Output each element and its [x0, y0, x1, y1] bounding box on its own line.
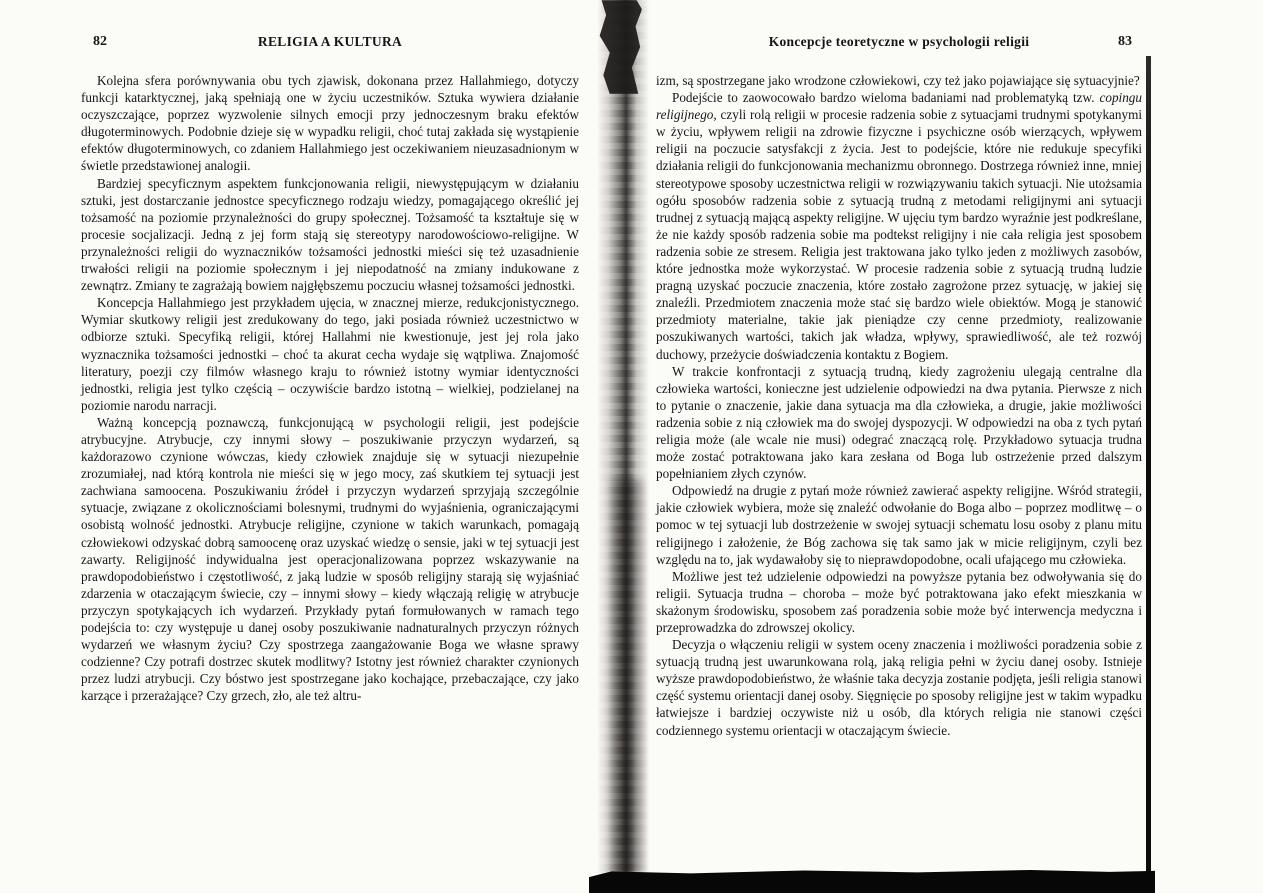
right-page-number: 83 [1118, 34, 1132, 49]
paragraph: Kolejna sfera porównywania obu tych zjawisk, dokonana przez Hallahmiego, dotyczy funkcji katarktycznej, jaką spełniają one w życiu uczestników. Sztuka wywiera działanie oczyszczające, poprzez wyzwolenie silnych emocji przy jednoczesnym braku efektów długoterminowych. Podobnie dzieje się w wypadku religii, choć tutaj zakłada się wystąpienie efektów długoterminowych, co zdaniem Hallahmiego jest oczekiwaniem nieuzasadnionym w świetle przedstawionej analogii. [81, 73, 579, 174]
paragraph: W trakcie konfrontacji z sytuacją trudną, kiedy zagrożeniu ulegają centralne dla człowieka wartości, konieczne jest udzielenie odpowiedzi na dwa pytania. Pierwsze z nich to pytanie o znaczenie, jakie dana sytuacja ma dla człowieka, a drugie, jakie możliwości radzenia sobie z nią człowiek ma do swojej dyspozycji. W odpowiedzi na oba z tych pytań religia może (ale wcale nie musi) odegrać znaczącą rolę. Przykładowo sytuacja trudna może zostać potraktowana jako kara zesłana od Boga lub ostrzeżenie przed dalszym popełnianiem złych czynów. [656, 363, 1142, 482]
paragraph-text: , czyli rolą religii w procesie radzenia sobie z sytuacjami trudnymi spotykanymi w życiu, wpływem religii na zdrowie fizyczne i psychiczne osób wierzących, wpływem religii na poczucie satysfakcji z życia. Jest to podejście, które nie redukuje specyfiki działania religii do funkcjonowania mechanizmu obronnego. Dostrzega również inne, mniej stereotypowe sposoby uczestnictwa religii w rozwiązywaniu takich sytuacji. Nie utożsamia ogółu sposobów radzenia sobie z sytuacją trudną z metodami religijnymi ani sytuacji trudnej z sytuacją mającą aspekty religijne. W ujęciu tym bardzo wyraźnie jest podkreślane, że nie każdy sposób radzenia sobie ma podtekst religijny i nie cała religia jest sposobem radzenia sobie ze stresem. Religia jest traktowana jako tylko jeden z możliwych zasobów, które jednostka może wykorzystać. W procesie radzenia sobie z sytuacją trudną ludzie pragną uzyskać poczucie znaczenia, które zostało zagrożone przez sytuację, w jakiej się znaleźli. Przedmiotem znaczenia może stać się bardzo wiele obiektów. Mogą je stanowić przedmioty materialne, takie jak pieniądze czy cenne przedmioty, realizowanie poszukiwanych wartości, takich jak władza, wpływy, sprawiedliwość, ale też rozwój duchowy, przeżycie doświadczenia kontaktu z Bogiem. [656, 107, 1142, 362]
right-page [656, 34, 1142, 739]
paragraph: Ważną koncepcją poznawczą, funkcjonującą w psychologii religii, jest podejście atrybucyjne. Atrybucje, czy innymi słowy – poszukiwanie przyczyn wydarzeń, są każdorazowo czynione wówczas, kiedy człowiek znajduje się w sytuacji niezupełnie zrozumiałej, nad którą kontrola nie mieści się w jego mocy, zaś skutkiem tej sytuacji jest zachwiana samoocena. Poszukiwaniu źródeł i przyczyn wydarzeń sprzyjają szczególnie sytuacje, związane z okolicznościami bolesnymi, trudnymi do wyjaśnienia, ograniczającymi osobistą wolność jednostki. Atrybucje religijne, czynione w takich warunkach, pomagają człowiekowi odzyskać dobrą samoocenę oraz uzyskać wiedzę o sensie, jaki w tej sytuacji jest zawarty. Religijność indywidualna jest operacjonalizowana poprzez wskazywanie na prawdopodobieństwo i częstotliwość, z jaką ludzie w sposób religijny starają się wyjaśniać zdarzenia w otaczającym świecie, czy – innymi słowy – kiedy włączają religię w atrybucje przyczyn spotykających ich wydarzeń. Przykłady pytań formułowanych w ramach tego podejścia to: czy występuje u danej osoby poszukiwanie nadnaturalnych przyczyn różnych wydarzeń we własnym życiu? Czy spostrzega zaangażowanie Boga we własne sprawy codzienne? Czy potrafi dostrzec skutek modlitwy? Istotny jest również charakter czynionych przez ludzi atrybucji. Czy bóstwo jest spostrzegane jako kochające, przebaczające, czy jako karzące i przerażające? Czy grzech, zło, ale też altru- [81, 414, 579, 704]
paragraph [656, 89, 1142, 363]
scanner-bottom-bar [589, 869, 1155, 893]
left-page-number: 82 [93, 34, 107, 49]
left-page [81, 34, 579, 704]
gutter-lower-smudge [606, 480, 648, 872]
paragraph: Koncepcja Hallahmiego jest przykładem ujęcia, w znacznej mierze, redukcjonistycznego. Wymiar skutkowy religii jest zredukowany do tego, jaki posiada również uczestnictwo w odbiorze sztuki. Specyfiką religii, której Hallahmi nie kwestionuje, jest jej rola jako wyznacznika tożsamości jednostki – choć ta akurat cecha wydaje się wątpliwa. Znajomość literatury, poezji czy filmów własnego kraju to również istotny wymiar identyczności jednostki, religia jest tylko częścią – oczywiście bardzo istotną – wielkiej, podzielanej na poziomie narodu narracji. [81, 295, 579, 413]
paragraph: Bardziej specyficznym aspektem funkcjonowania religii, niewystępującym w działaniu sztuki, jest dostarczanie jednostce specyficznego rodzaju wiedzy, pomagającego określić jej tożsamość na poziomie przynależności do grupy społecznej. Tożsamość ta kształtuje się w procesie socjalizacji. Jedną z jej form stają się stereotypy narodowościowo-religijne. W przynależności religii do wyznaczników tożsamości jednostki mieści się też uzasadnienie trwałości religii na poziomie społecznym i jej niepodatność na zmiany indukowane z zewnątrz. Zmiany te zagrażają bowiem najgłębszemu poczuciu własnej tożsamości jednostki. [81, 175, 579, 294]
right-page-text [656, 72, 1142, 739]
left-page-text [81, 72, 579, 704]
right-page-header [656, 34, 1142, 56]
coping-religijny-term: copingu religijnego [656, 90, 1142, 123]
paragraph-text: Podejście to zaowocowało bardzo wieloma badaniami nad problematyką tzw. [672, 90, 1100, 106]
page-edge-line [1146, 56, 1151, 872]
paragraph: Decyzja o włączeniu religii w system oceny znaczenia i możliwości poradzenia sobie z sytuacją trudną jest uwarunkowana rolą, jaką religia pełni w życiu danej osoby. Istnieje wyższe prawdopodobieństwo, że właśnie taka decyzja zostanie podjęta, jeśli religia stanowi część systemu orientacji danej osoby. Sięgnięcie po sposoby religijne jest w takim wypadku łatwiejsze i bardziej oczywiste niż u osób, dla których religia nie stanowi części codziennego systemu orientacji w otaczającym świecie. [656, 637, 1142, 738]
paragraph: Możliwe jest też udzielenie odpowiedzi na powyższe pytania bez odwoływania się do religii. Sytuacja trudna – choroba – może być potraktowana jako efekt mieszkania w skażonym środowisku, sposobem zaś poradzenia sobie może być interwencja medyczna i przeprowadzka do zdrowszej okolicy. [656, 568, 1142, 635]
right-running-header: Koncepcje teoretyczne w psychologii religii [768, 34, 1030, 49]
left-page-header [81, 34, 579, 56]
paragraph: izm, są spostrzegane jako wrodzone człowiekowi, czy też jako pojawiające się sytuacyjnie? [656, 73, 1140, 88]
left-running-header: RELIGIA A KULTURA [257, 34, 403, 49]
paragraph: Odpowiedź na drugie z pytań może również zawierać aspekty religijne. Wśród strategii, jakie człowiek wybiera, może się znaleźć odwołanie do Boga albo – poprzez modlitwę – o pomoc w tej sytuacji lub dostrzeżenie w swojej sytuacji schematu losu osoby z planu mitu religijnego i założenie, że Bóg zachowa się tak samo jak w micie religijnym, czyli bez względu na to, jak wydawałoby się to nieprawdopodobne, ocali ufającego mu człowieka. [656, 483, 1142, 567]
